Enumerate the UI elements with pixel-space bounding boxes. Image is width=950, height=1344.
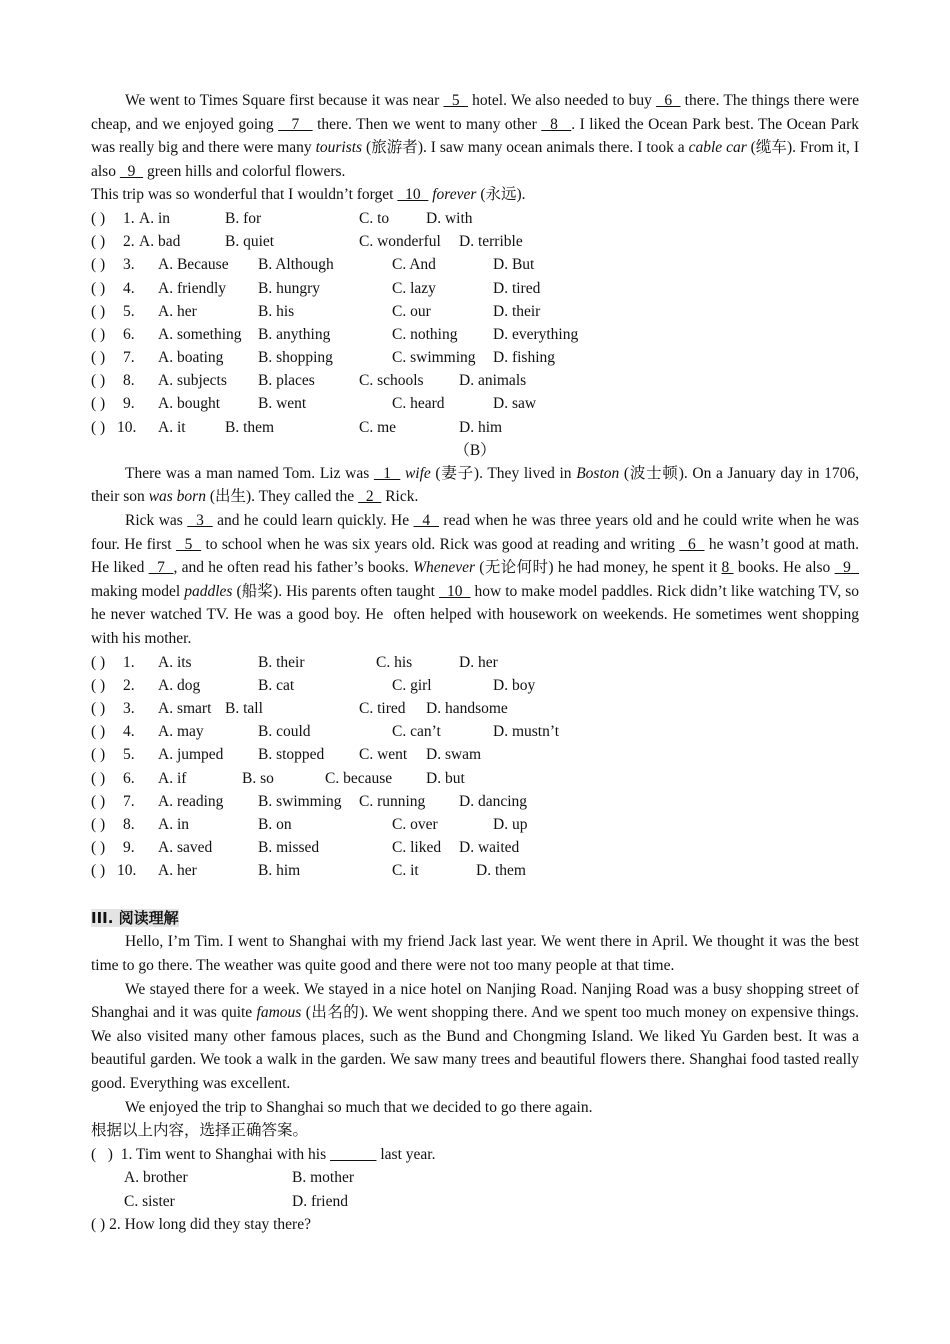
- answer-bracket[interactable]: ( ): [91, 653, 106, 671]
- question-number: 3.: [123, 699, 135, 717]
- option-b[interactable]: B. could: [258, 723, 311, 741]
- section-b-heading: （B）: [454, 441, 496, 459]
- option-b[interactable]: B. went: [258, 395, 307, 413]
- question-number: 9.: [123, 395, 135, 413]
- option-a[interactable]: A. in: [139, 209, 170, 227]
- option-c[interactable]: C. over: [392, 815, 438, 833]
- option-b[interactable]: B. his: [258, 302, 295, 320]
- option-c[interactable]: C. heard: [392, 395, 445, 413]
- option-b[interactable]: B. swimming: [258, 792, 342, 810]
- answer-bracket[interactable]: ( ): [91, 746, 106, 764]
- option-b[interactable]: B. anything: [258, 325, 331, 343]
- option-d[interactable]: D. everything: [493, 325, 579, 343]
- option-a[interactable]: A. reading: [158, 792, 224, 810]
- question-number: 6.: [123, 325, 135, 343]
- option-c[interactable]: C. his: [376, 653, 413, 671]
- reading-question-1: ( ) 1. Tim went to Shanghai with his last year.: [91, 1145, 436, 1163]
- question-number: 10.: [117, 418, 137, 436]
- question-row: [91, 323, 859, 346]
- answer-bracket[interactable]: ( ): [91, 279, 106, 297]
- answer-bracket[interactable]: ( ): [91, 256, 106, 274]
- section-iii-title: III. 阅读理解: [91, 909, 179, 928]
- option-d[interactable]: D. but: [426, 769, 465, 787]
- question-number: 3.: [123, 256, 135, 274]
- option-b[interactable]: B. him: [258, 862, 301, 880]
- question-row: [91, 346, 859, 369]
- option-b[interactable]: B. their: [258, 653, 305, 671]
- option-c[interactable]: C. went: [359, 746, 408, 764]
- option-c[interactable]: C. because: [325, 769, 393, 787]
- question-row: [91, 743, 859, 766]
- option-d[interactable]: D. saw: [493, 395, 537, 413]
- option-a[interactable]: A. dog: [158, 676, 201, 694]
- option-c[interactable]: C. swimming: [392, 349, 476, 367]
- reading-q1-options-row-2: [91, 1190, 859, 1213]
- passage-a-last-line: This trip was so wonderful that I wouldn’t forget 10 forever (永远).: [91, 186, 526, 204]
- answer-bracket[interactable]: ( ): [91, 395, 106, 413]
- answer-bracket[interactable]: ( ): [91, 302, 106, 320]
- option-d[interactable]: D. fishing: [493, 349, 555, 367]
- answer-bracket[interactable]: ( ): [91, 209, 106, 227]
- option-c[interactable]: C. running: [359, 792, 426, 810]
- answer-bracket[interactable]: ( ): [91, 372, 106, 390]
- question-row: [91, 813, 859, 836]
- answer-bracket[interactable]: ( ): [91, 418, 106, 436]
- answer-bracket[interactable]: ( ): [91, 699, 106, 717]
- question-number: 5.: [123, 746, 135, 764]
- option-b[interactable]: B. so: [242, 769, 274, 787]
- option-a[interactable]: A. may: [158, 723, 204, 741]
- option-d[interactable]: D. mustn’t: [493, 723, 560, 741]
- question-number: 2.: [123, 676, 135, 694]
- passage-b-paragraph-1: There was a man named Tom. Liz was 1 wife (妻子). They lived in Boston (波士顿). On a January day in 1706, their son was born (出生). They called the 2 Rick.: [91, 464, 859, 506]
- option-d[interactable]: D. with: [426, 209, 473, 227]
- answer-bracket[interactable]: ( ): [91, 839, 106, 857]
- answer-bracket[interactable]: ( ): [91, 815, 106, 833]
- option-b[interactable]: B. tall: [225, 699, 263, 717]
- option-b[interactable]: B. missed: [258, 839, 320, 857]
- option-c[interactable]: C. it: [392, 862, 419, 880]
- answer-bracket[interactable]: ( ): [91, 325, 106, 343]
- question-row: [91, 207, 859, 230]
- question-row: [91, 767, 859, 790]
- answer-bracket[interactable]: ( ): [91, 769, 106, 787]
- option-a[interactable]: A. Because: [158, 256, 229, 274]
- option-d[interactable]: D. terrible: [459, 233, 523, 251]
- questions-a: [91, 207, 859, 439]
- option-b[interactable]: B. on: [258, 815, 292, 833]
- answer-bracket[interactable]: ( ): [91, 676, 106, 694]
- question-row: [91, 369, 859, 392]
- option-d[interactable]: D. their: [493, 302, 541, 320]
- option-c[interactable]: C. liked: [392, 839, 442, 857]
- option-d[interactable]: D. tired: [493, 279, 541, 297]
- option-b[interactable]: B. Although: [258, 256, 334, 274]
- question-row: [91, 836, 859, 859]
- worksheet-page: [91, 89, 859, 1236]
- option-d[interactable]: D. swam: [426, 746, 482, 764]
- reading-question-2: ( ) 2. How long did they stay there?: [91, 1215, 311, 1233]
- option-c[interactable]: C. schools: [359, 372, 424, 390]
- option-d[interactable]: D. friend: [292, 1192, 348, 1210]
- question-row: [91, 859, 859, 882]
- option-a[interactable]: A. if: [158, 769, 187, 787]
- question-number: 2.: [123, 233, 135, 251]
- question-number: 4.: [123, 723, 135, 741]
- option-d[interactable]: D. them: [476, 862, 526, 880]
- option-c[interactable]: C. nothing: [392, 325, 458, 343]
- option-a[interactable]: A. it: [158, 418, 186, 436]
- questions-b: [91, 651, 859, 883]
- question-row: [91, 253, 859, 276]
- option-a[interactable]: A. her: [158, 302, 197, 320]
- option-b[interactable]: B. stopped: [258, 746, 325, 764]
- question-row: [91, 300, 859, 323]
- option-a[interactable]: A. bought: [158, 395, 220, 413]
- option-a[interactable]: A. friendly: [158, 279, 227, 297]
- option-a[interactable]: A. something: [158, 325, 242, 343]
- question-row: [91, 392, 859, 415]
- option-c[interactable]: C. me: [359, 418, 397, 436]
- answer-bracket[interactable]: ( ): [91, 792, 106, 810]
- option-b[interactable]: B. shopping: [258, 349, 333, 367]
- option-d[interactable]: D. But: [493, 256, 535, 274]
- question-number: 8.: [123, 815, 135, 833]
- option-d[interactable]: D. boy: [493, 676, 536, 694]
- reading-paragraph-3: We enjoyed the trip to Shanghai so much that we decided to go there again.: [125, 1098, 593, 1116]
- passage-a-paragraph: We went to Times Square first because it was near 5 hotel. We also needed to buy 6 there. The things there were cheap, and we enjoyed going 7 there. Then we went to many other 8 . I liked the Ocean Park best. The Ocean Park was really big and there were many tourists (旅游者). I saw many ocean animals there. I took a cable car (缆车). From it, I also 9 green hills and colorful flowers.: [91, 92, 860, 180]
- question-row: [91, 720, 859, 743]
- reading-paragraph-1: Hello, I’m Tim. I went to Shanghai with my friend Jack last year. We went there in April. We thought it was the best time to go there. The weather was quite good and there were not too many people at that time.: [91, 933, 859, 975]
- option-c[interactable]: C. And: [392, 256, 436, 274]
- question-row: [91, 416, 859, 439]
- question-number: 7.: [123, 792, 135, 810]
- option-c[interactable]: C. lazy: [392, 279, 436, 297]
- question-number: 5.: [123, 302, 135, 320]
- question-number: 4.: [123, 279, 135, 297]
- question-number: 9.: [123, 839, 135, 857]
- question-row: [91, 674, 859, 697]
- reading-paragraph-2: We stayed there for a week. We stayed in a nice hotel on Nanjing Road. Nanjing Road was a busy shopping street of Shanghai and it was quite famous (出名的). We went shopping there. And we spent too much money on expensive things. We also visited many other famous places, such as the Bund and Chongming Island. We liked Yu Garden best. It was a beautiful garden. We took a walk in the garden. We saw many trees and beautiful flowers there. Shanghai food tasted really good. Everything was excellent.: [91, 980, 860, 1093]
- option-d[interactable]: D. dancing: [459, 792, 528, 810]
- option-b[interactable]: B. mother: [292, 1169, 354, 1187]
- option-c[interactable]: C. our: [392, 302, 431, 320]
- option-a[interactable]: A. brother: [124, 1169, 188, 1187]
- option-a[interactable]: A. saved: [158, 839, 213, 857]
- answer-bracket[interactable]: ( ): [91, 723, 106, 741]
- option-b[interactable]: B. for: [225, 209, 262, 227]
- question-row: [91, 697, 859, 720]
- option-d[interactable]: D. handsome: [426, 699, 508, 717]
- option-d[interactable]: D. him: [459, 418, 503, 436]
- option-b[interactable]: B. places: [258, 372, 315, 390]
- option-a[interactable]: A. boating: [158, 349, 224, 367]
- question-row: [91, 230, 859, 253]
- option-a[interactable]: A. in: [158, 815, 189, 833]
- question-number: 8.: [123, 372, 135, 390]
- option-a[interactable]: A. smart: [158, 699, 212, 717]
- option-b[interactable]: B. hungry: [258, 279, 320, 297]
- passage-b-paragraph-2: Rick was 3 and he could learn quickly. He 4 read when he was three years old and he could write when he was four. He first 5 to school when he was six years old. Rick was good at reading and writing 6 he wasn’t good at math. He liked 7 , and he often read his father’s books. Whenever (无论何时) he had money, he spent it 8 books. He also 9 making model paddles (船桨). His parents often taught 10 how to make model paddles. Rick didn’t like watching TV, so he never watched TV. He was a good boy. He often helped with housework on weekends. He sometimes went shopping with his mother.: [91, 512, 860, 647]
- option-d[interactable]: D. her: [459, 653, 498, 671]
- option-d[interactable]: D. up: [493, 815, 528, 833]
- option-c[interactable]: C. wonderful: [359, 233, 441, 251]
- option-a[interactable]: A. jumped: [158, 746, 224, 764]
- reading-instruction: 根据以上内容，选择正确答案。: [91, 1122, 309, 1140]
- question-number: 1.: [123, 209, 135, 227]
- option-d[interactable]: D. animals: [459, 372, 527, 390]
- option-a[interactable]: A. bad: [139, 233, 181, 251]
- question-row: [91, 790, 859, 813]
- reading-q1-options-row-1: [91, 1166, 859, 1189]
- option-c[interactable]: C. can’t: [392, 723, 441, 741]
- answer-bracket[interactable]: ( ): [91, 233, 106, 251]
- option-a[interactable]: A. its: [158, 653, 192, 671]
- question-row: [91, 277, 859, 300]
- option-b[interactable]: B. them: [225, 418, 275, 436]
- option-a[interactable]: A. her: [158, 862, 197, 880]
- question-number: 1.: [123, 653, 135, 671]
- question-row: [91, 651, 859, 674]
- question-number: 6.: [123, 769, 135, 787]
- option-b[interactable]: B. quiet: [225, 233, 275, 251]
- option-d[interactable]: D. waited: [459, 839, 520, 857]
- question-number: 7.: [123, 349, 135, 367]
- answer-bracket[interactable]: ( ): [91, 862, 106, 880]
- option-b[interactable]: B. cat: [258, 676, 295, 694]
- option-c[interactable]: C. tired: [359, 699, 406, 717]
- option-c[interactable]: C. girl: [392, 676, 432, 694]
- option-c[interactable]: C. sister: [124, 1192, 175, 1210]
- answer-bracket[interactable]: ( ): [91, 349, 106, 367]
- option-a[interactable]: A. subjects: [158, 372, 227, 390]
- option-c[interactable]: C. to: [359, 209, 390, 227]
- question-number: 10.: [117, 862, 137, 880]
